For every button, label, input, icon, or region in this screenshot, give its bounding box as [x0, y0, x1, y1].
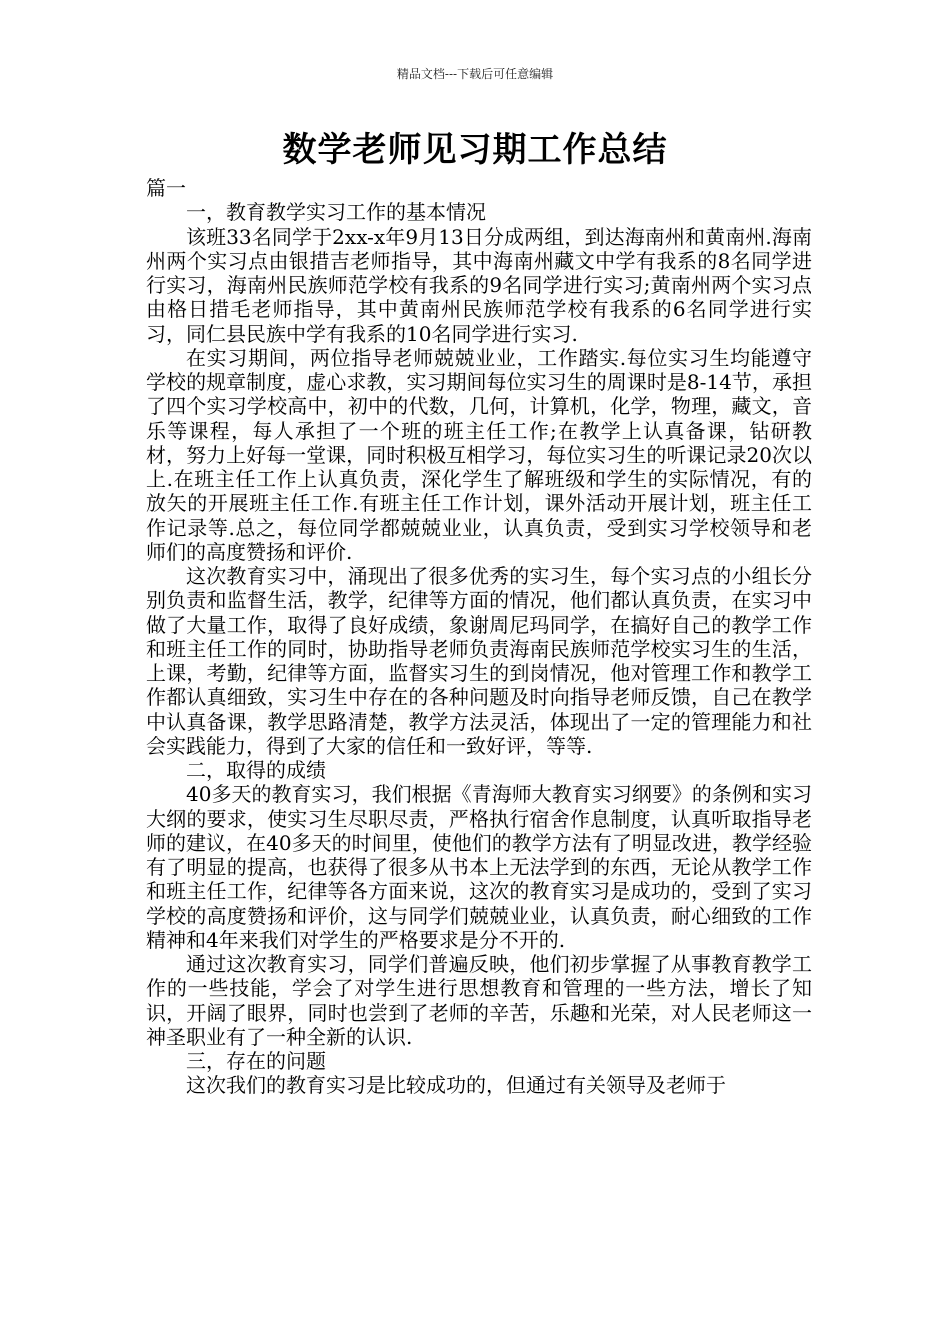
section-heading-2: 二，取得的成绩: [186, 758, 326, 782]
paragraph: 40多天的教育实习，我们根据《青海师大教育实习纲要》的条例和实习大纲的要求，使实习生尽职尽责，严格执行宿舍作息制度，认真听取指导老师的建议，在40多天的时间里，使他们的教学方法有了明显改进，教学经验有了明显的提高，也获得了很多从书本上无法学到的东西，无论从教学工作和班主任工作，纪律等各方面来说，这次的教育实习是成功的，受到了实习学校的高度赞扬和评价，这与同学们兢兢业业，认真负责，耐心细致的工作精神和4年来我们对学生的严格要求是分不开的.: [146, 782, 812, 952]
paragraph: 该班33名同学于2xx-x年9月13日分成两组，到达海南州和黄南州.海南州两个实习点由银措吉老师指导，其中海南州藏文中学有我系的8名同学进行实习，海南州民族师范学校有我系的9名同学进行实习;黄南州两个实习点由格日措毛老师指导，其中黄南州民族师范学校有我系的6名同学进行实习，同仁县民族中学有我系的10名同学进行实习.: [146, 224, 812, 346]
paragraph: 这次教育实习中，涌现出了很多优秀的实习生，每个实习点的小组长分别负责和监督生活，教学，纪律等方面的情况，他们都认真负责，在实习中做了大量工作，取得了良好成绩，象谢周尼玛同学，在搞好自己的教学工作和班主任工作的同时，协助指导老师负责海南民族师范学校实习生的生活，上课，考勤，纪律等方面，监督实习生的到岗情况，他对管理工作和教学工作都认真细致，实习生中存在的各种问题及时向指导老师反馈，自己在教学中认真备课，教学思路清楚，教学方法灵活，体现出了一定的管理能力和社会实践能力，得到了大家的信任和一致好评，等等.: [146, 564, 812, 758]
document-title: 数学老师见习期工作总结: [282, 130, 668, 170]
paragraph: 这次我们的教育实习是比较成功的，但通过有关领导及老师于: [186, 1073, 726, 1098]
section-heading-3: 三，存在的问题: [186, 1049, 326, 1073]
header-note: 精品文档---下载后可任意编辑: [396, 67, 554, 81]
paragraph: 在实习期间，两位指导老师兢兢业业，工作踏实.每位实习生均能遵守学校的规章制度，虚心求教，实习期间每位实习生的周课时是8-14节，承担了四个实习学校高中，初中的代数，几何，计算机，化学，物理，藏文，音乐等课程，每人承担了一个班的班主任工作;在教学上认真备课，钻研教材，努力上好每一堂课，同时积极互相学习，每位实习生的听课记录20次以上.在班主任工作上认真负责，深化学生了解班级和学生的实际情况，有的放矢的开展班主任工作.有班主任工作计划，课外活动开展计划，班主任工作记录等.总之，每位同学都兢兢业业，认真负责，受到实习学校领导和老师们的高度赞扬和评价.: [146, 345, 812, 564]
part-label: 篇一: [146, 176, 186, 200]
section-heading-1: 一，教育教学实习工作的基本情况: [186, 200, 486, 225]
document-body: [146, 176, 812, 1098]
paragraph: 通过这次教育实习，同学们普遍反映，他们初步掌握了从事教育教学工作的一些技能，学会了对学生进行思想教育和管理的一些方法，增长了知识，开阔了眼界，同时也尝到了老师的辛苦，乐趣和光荣，对人民老师这一神圣职业有了一种全新的认识.: [146, 952, 812, 1049]
